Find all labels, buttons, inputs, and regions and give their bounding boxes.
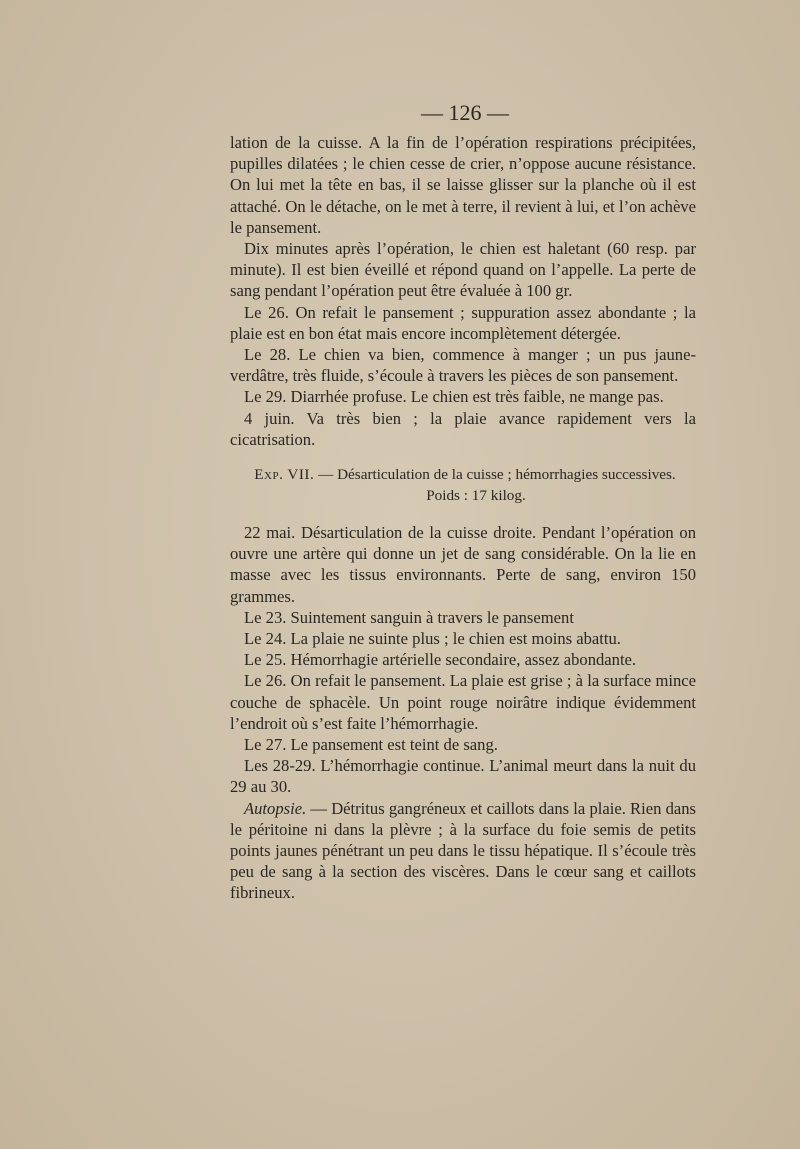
paragraph: Le 26. On refait le pansement ; suppuration assez abondante ; la plaie est en bon état mais encore incomplètement détergée. bbox=[230, 302, 696, 343]
paragraph: 22 mai. Désarticulation de la cuisse droite. Pendant l’opération on ouvre une artère qui donne un jet de sang considérable. On la lie en masse avec les tissus environnants. Perte de sang, environ 150 grammes. bbox=[230, 523, 696, 606]
experiment-heading bbox=[230, 464, 700, 506]
experiment-weight: Poids : 17 kilog. bbox=[426, 487, 526, 504]
page-number: — 126 — bbox=[421, 100, 509, 125]
paragraph: Le 24. La plaie ne suinte plus ; le chien est moins abattu. bbox=[244, 629, 621, 649]
paragraph: Les 28-29. L’hémorrhagie continue. L’animal meurt dans la nuit du 29 au 30. bbox=[230, 756, 696, 797]
paragraph: 4 juin. Va très bien ; la plaie avance rapidement vers la cicatrisation. bbox=[230, 408, 696, 449]
experiment-label: Exp. VII. bbox=[254, 466, 315, 483]
section-1-text bbox=[230, 132, 696, 450]
paragraph: Le 29. Diarrhée profuse. Le chien est très faible, ne mange pas. bbox=[244, 387, 664, 407]
paragraph: Le 25. Hémorrhagie artérielle secondaire, assez abondante. bbox=[244, 650, 637, 670]
paragraph: Dix minutes après l’opération, le chien est haletant (60 resp. par minute). Il est bien éveillé et répond quand on l’appelle. La perte de sang pendant l’opération peut être évaluée à 100 gr. bbox=[230, 239, 696, 301]
paragraph: Le 26. On refait le pansement. La plaie est grise ; à la surface mince couche de sphacèle. Un point rouge noirâtre indique évidemment l’endroit où s’est faite l’hémorrhagie. bbox=[230, 671, 696, 733]
autopsy-paragraph bbox=[230, 798, 696, 904]
paragraph: lation de la cuisse. A la fin de l’opération respirations précipitées, pupilles dilatées ; le chien cesse de crier, n’oppose aucune résistance. On lui met la tête en bas, il se laisse glisser sur la planche où il est attaché. On le détache, on le met à terre, il revient à lui, et l’on achève le pansement. bbox=[230, 133, 696, 237]
paragraph: Le 23. Suintement sanguin à travers le pansement bbox=[244, 607, 574, 627]
paragraph: Le 27. Le pansement est teint de sang. bbox=[244, 735, 498, 755]
experiment-title: — Désarticulation de la cuisse ; hémorrhagies successives. bbox=[318, 466, 676, 483]
autopsy-label: Autopsie. bbox=[244, 798, 307, 818]
section-2-text bbox=[230, 522, 696, 904]
autopsy-text: — Détritus gangréneux et caillots dans la plaie. Rien dans le péritoine ni dans la plèvre ; à la surface du foie semis de petits points jaunes pénétrant un peu dans le tissu hépatique. Il s’écoule très peu de sang à la section des viscères. Dans le cœur sang et caillots fibrineux. bbox=[230, 798, 696, 903]
paragraph: Le 28. Le chien va bien, commence à manger ; un pus jaune-verdâtre, très fluide, s’écoule à travers les pièces de son pansement. bbox=[230, 345, 696, 386]
